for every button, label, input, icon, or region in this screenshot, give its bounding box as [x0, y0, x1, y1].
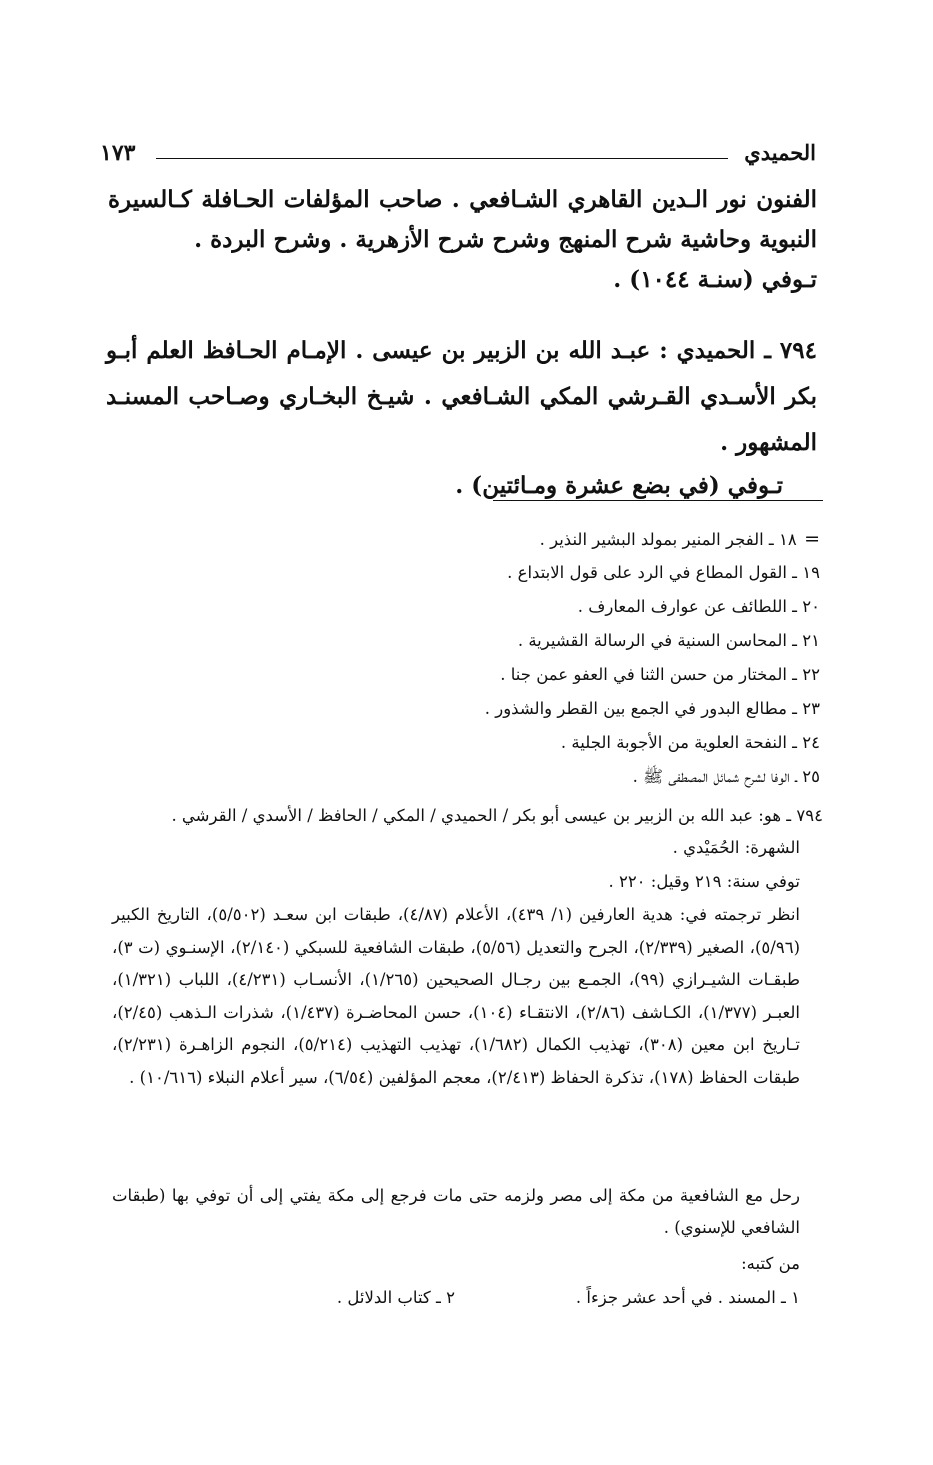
list-item: ٢ ـ كتاب الدلائل . — [336, 1288, 455, 1307]
entry-death: تـوفي (في بضع عشرة ومـائتين) . — [455, 472, 783, 499]
entry-dash: ـ — [764, 337, 771, 364]
page-number: ١٧٣ — [100, 140, 136, 166]
book-title: ١٨ ـ الفجر المنير بمولد البشير النذير . — [539, 530, 797, 549]
book-title: ٢٥ ـ الوفا لشرح شمائل المصطفى ﷺ . — [632, 767, 820, 786]
list-item: ١ ـ المسند . في أحد عشر جزءاً . — [575, 1288, 800, 1307]
book-title: ١٩ ـ القول المطاع في الرد على قول الابتداع . — [507, 563, 820, 582]
list-item — [320, 590, 820, 624]
list-item — [320, 522, 820, 556]
list-item — [320, 760, 820, 794]
footnote-794-death: توفي سنة: ٢١٩ وقيل: ٢٢٠ . — [608, 872, 800, 891]
header-rule — [156, 158, 728, 159]
footnote-794-books — [300, 1282, 800, 1314]
entry-text: عبـد الله بن الزبير بن عيسى . الإمـام الحـافظ العلم أبـو بكر الأسـدي القـرشي المكي الشـافعي . شيـخ البخـاري وصـاحب المسنـد المشهور . — [106, 337, 817, 456]
book-title: ٢٣ ـ مطالع البدور في الجمع بين القطر والشذور . — [484, 699, 820, 718]
running-header — [100, 138, 816, 168]
book-title: ٢٢ ـ المختار من حسن الثنا في العفو عمن جنا . — [500, 665, 820, 684]
footnote-book-list — [320, 522, 820, 794]
book-title: ٢١ ـ المحاسن السنية في الرسالة القشيرية . — [517, 631, 820, 650]
list-item — [320, 692, 820, 726]
list-item — [320, 556, 820, 590]
entry-name: الحميدي : — [659, 337, 756, 364]
footnote-794-fame: الشهرة: الحُمَيْدي . — [672, 838, 800, 857]
footnote-794-sources: انظر ترجمته في: هدية العارفين (١/ ٤٣٩)، الأعلام (٤/٨٧)، طبقات ابن سعـد (٥/٥٠٢)، التاريخ الكبير (٥/٩٦)، الصغير (٢/٣٣٩)، الجرح والتعديل (٥/٥٦)، طبقات الشافعية للسبكي (٢/١٤٠)، الإسنـوي (ت ٣)، طبقـات الشيـرازي (٩٩)، الجمـع بين رجـال الصحيحين (١/٢٦٥)، الأنسـاب (٤/٢٣١)، اللباب (١/٣٢١)، العبـر (١/٣٧٧)، الكـاشف (٢/٨٦)، الانتقـاء (١٠٤)، حسن المحاضـرة (١/٤٣٧)، شذرات الـذهب (٢/٤٥)، تـاريخ ابن معين (٣٠٨)، تهذيب الكمال (١/٦٨٢)، تهذيب التهذيب (٥/٢١٤)، النجوم الزاهـرة (٢/٢٣١)، طبقات الحفاظ (١٧٨)، تذكرة الحفاظ (٢/٤١٣)، معجم المؤلفين (٦/٥٤)، سير أعلام النبلاء (١٠/٦١٦) . — [112, 905, 801, 1087]
continuation-death: تـوفي (سنـة ١٠٤٤) . — [613, 266, 817, 293]
continuation-text: الفنون نور الـدين القاهري الشـافعي . صاحب المؤلفات الحـافلة كـالسيرة النبوية وحاشية شرح المنهج وشرح شرح الأزهرية . وشرح البردة . — [108, 186, 817, 253]
previous-entry-continuation — [108, 180, 817, 300]
footnote-794-identity: ٧٩٤ ـ هو: عبد الله بن الزبير بن عيسى أبو بكر / الحميدي / المكي / الحافظ / الأسدي / القرشي . — [171, 806, 823, 825]
footnote-794-travel: رحل مع الشافعية من مكة إلى مصر ولزمه حتى مات فرجع إلى مكة يفتي إلى أن توفي بها (طبقات الشافعي للإسنوي) . — [112, 1186, 800, 1237]
list-item — [320, 658, 820, 692]
footnote-794-books-heading: من كتبه: — [741, 1254, 800, 1273]
entry-794 — [106, 328, 817, 466]
list-item — [320, 726, 820, 760]
book-title: ٢٤ ـ النفحة العلوية من الأجوبة الجلية . — [560, 733, 820, 752]
footnote-separator — [493, 500, 823, 501]
list-item — [320, 624, 820, 658]
entry-number: ٧٩٤ — [779, 337, 817, 364]
continuation-mark: = — [804, 528, 820, 550]
book-title: ٢٠ ـ اللطائف عن عوارف المعارف . — [577, 597, 820, 616]
running-header-title: الحميدي — [744, 140, 816, 165]
